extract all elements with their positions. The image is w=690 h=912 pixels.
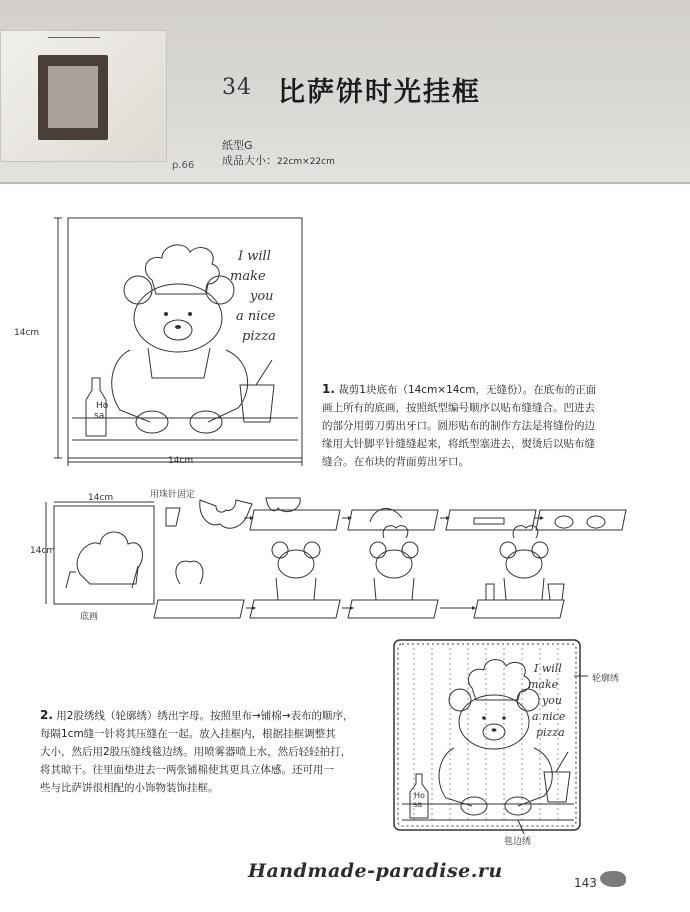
- dimension-height-label: 14cm: [14, 328, 40, 338]
- step-sequence-diagram: [40, 488, 640, 638]
- pin-label: 用珠针固定: [150, 490, 196, 500]
- applique-layout-diagram: [40, 210, 310, 475]
- pattern-label: 纸型G: [222, 139, 253, 152]
- outline-stitch-label: 轮廓绣: [592, 674, 620, 684]
- speech-line: you: [250, 289, 274, 304]
- page-title: 比萨饼时光挂框: [278, 77, 481, 108]
- dimension-width-label: 14cm: [168, 456, 194, 466]
- finished-quilt-diagram: [388, 636, 600, 836]
- chapter-number: 34: [222, 75, 252, 100]
- step-2-line: 大小，然后用2股压缝线毯边绣。用喷雾器喷上水，然后轻轻拍打，: [40, 746, 352, 758]
- sign-text: sa: [94, 411, 105, 421]
- step-1-line: [322, 380, 682, 399]
- base-drawing-label: 底画: [80, 612, 99, 622]
- step-2-line: 将其晾干。往里面垫进去一两张铺棉使其更具立体感。还可用一: [40, 764, 334, 776]
- step-1-line: 画上所有的底画，按照纸型编号顺序以贴布缝缝合。凹进去: [322, 402, 595, 414]
- photo-inner-picture: [48, 66, 98, 128]
- size-value: 22cm×22cm: [277, 157, 335, 167]
- sign-text: sa: [413, 800, 423, 809]
- speech-line: a nice: [532, 710, 566, 723]
- speech-line: pizza: [242, 329, 276, 344]
- speech-line: you: [542, 694, 562, 707]
- speech-line: pizza: [536, 726, 565, 739]
- size-info: [222, 152, 335, 168]
- step-2-line: 些与比萨饼很相配的小饰物装饰挂框。: [40, 782, 219, 794]
- blanket-stitch-label: 毯边绣: [504, 837, 532, 847]
- site-watermark: Handmade-paradise.ru: [248, 860, 503, 882]
- step-2-line: [40, 706, 385, 725]
- speech-line: I will: [238, 249, 271, 264]
- speech-line: a nice: [236, 309, 276, 324]
- header-divider: [0, 182, 690, 184]
- dimension-height-label: 14cm: [30, 546, 56, 556]
- step-2-line-text: 用2股绣线（轮廓绣）绣出字母。按照里布→铺棉→表布的顺序，: [56, 710, 354, 722]
- page-number: 143: [574, 876, 597, 890]
- step-1-line: 缘用大针脚平针缝缝起来，将纸型塞进去，熨烫后以贴布缝: [322, 438, 595, 450]
- dimension-width-label: 14cm: [88, 493, 114, 503]
- step-1-number: 1.: [322, 382, 335, 396]
- step-2-line: 每隔1cm缝一针将其压缝在一起。放入挂框内，根据挂框调整其: [40, 728, 336, 740]
- sign-text: Ho: [414, 791, 425, 800]
- step-2-instructions: [40, 706, 385, 797]
- step-1-instructions: [322, 380, 682, 471]
- photo-page-reference: p.66: [172, 160, 195, 171]
- step-1-line: 缝合。在布块的背面剪出牙口。: [322, 456, 469, 468]
- page-number-decoration: [600, 871, 626, 887]
- step-2-number: 2.: [40, 708, 53, 722]
- sign-text: Ho: [96, 401, 109, 411]
- speech-line: make: [528, 678, 559, 691]
- size-label: 成品大小：: [222, 154, 277, 167]
- speech-line: make: [230, 269, 266, 284]
- step-1-line-text: 裁剪1块底布（14cm×14cm，无缝份）。在底布的正面: [338, 384, 597, 396]
- step-1-line: 的部分用剪刀剪出牙口。圆形贴布的制作方法是将缝份的边: [322, 420, 595, 432]
- speech-line: I will: [534, 662, 562, 675]
